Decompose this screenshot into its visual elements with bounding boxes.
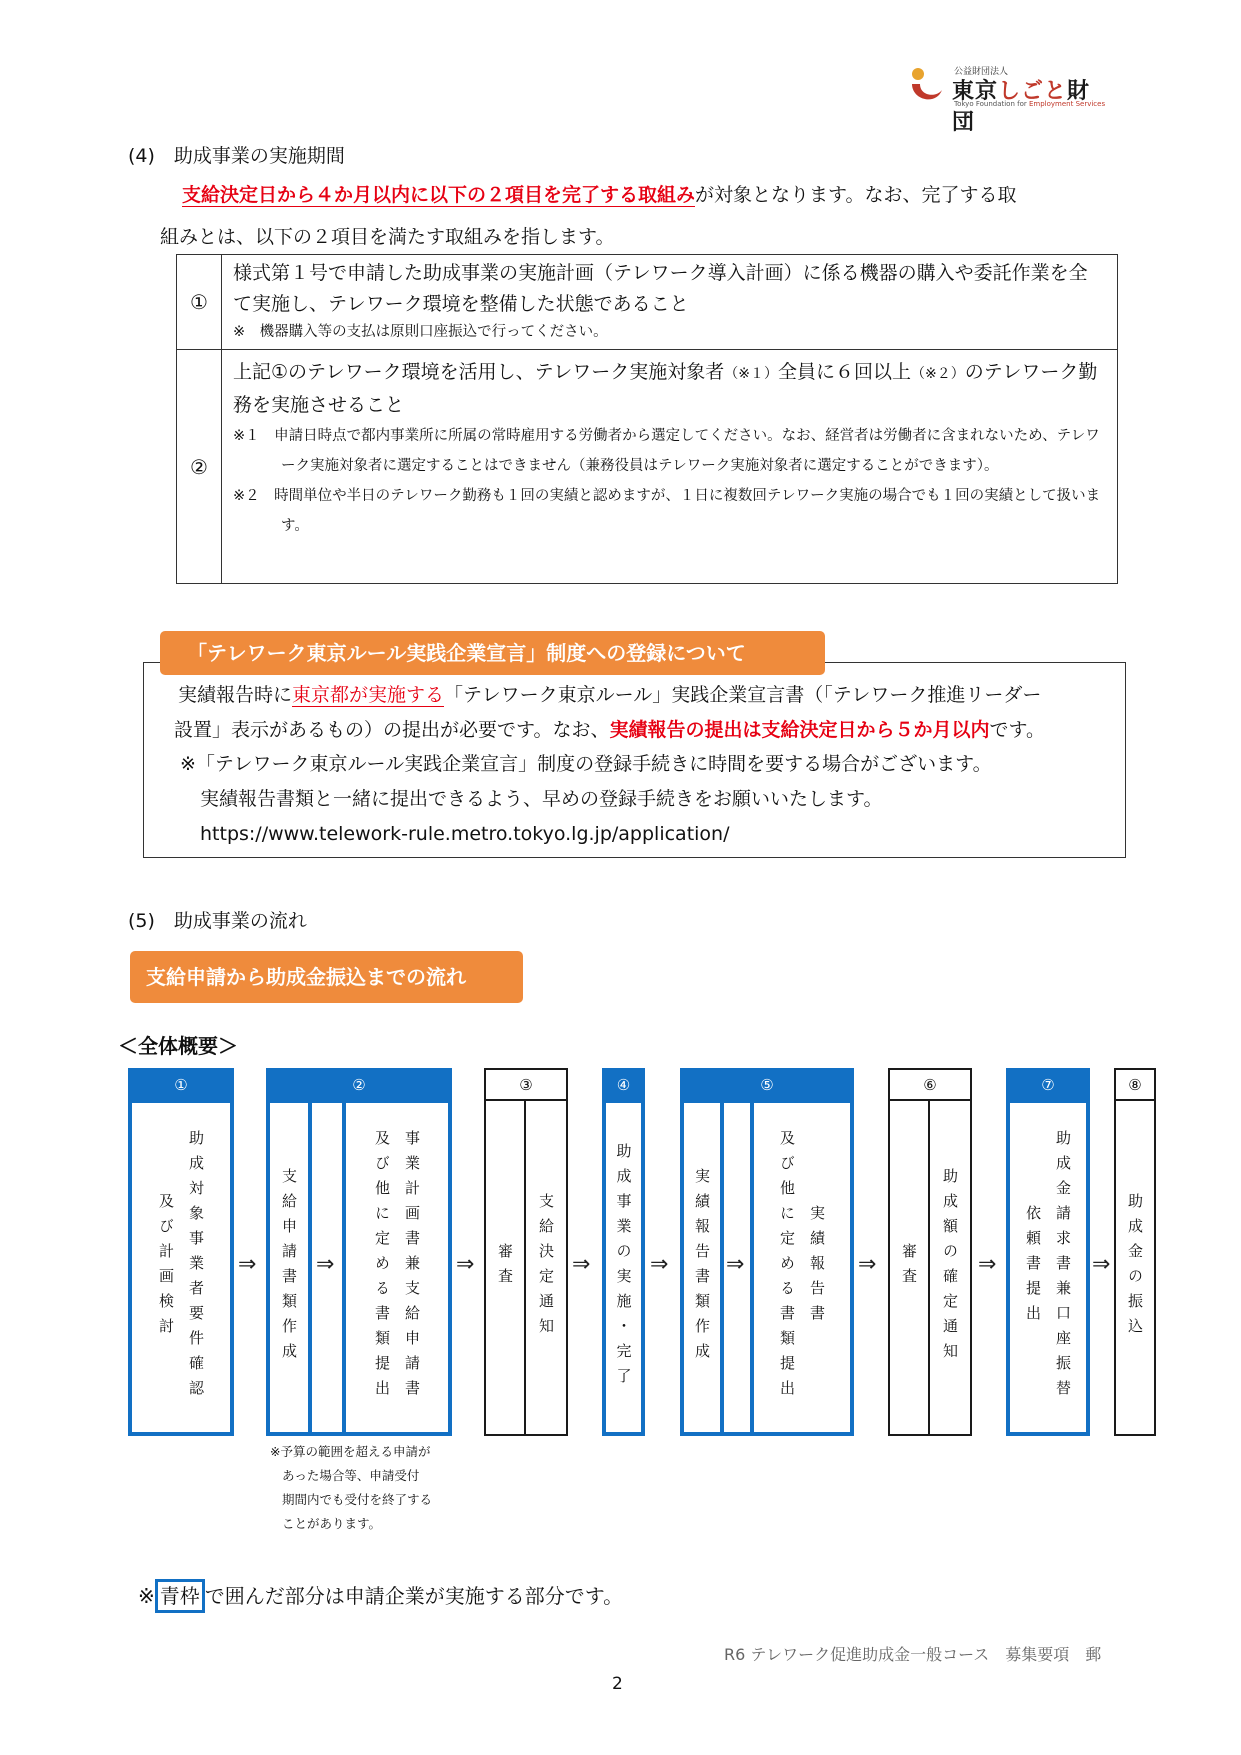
logo-english: Tokyo Foundation for Employment Services	[954, 100, 1106, 108]
flow-step-2	[266, 1068, 452, 1436]
rule-notice-tab: 「テレワーク東京ルール実践企業宣言」制度への登録について	[160, 631, 825, 675]
step-text: 及び他に定める書類提出	[373, 1130, 391, 1405]
flow-step-5	[680, 1068, 854, 1436]
flow-step-6	[888, 1068, 972, 1436]
flow-arrow-icon: ⇒	[978, 1252, 997, 1277]
step-text: 審査	[900, 1242, 918, 1293]
flow-arrow-icon: ⇒	[238, 1252, 257, 1277]
notice-line-3: ※「テレワーク東京ルール実践企業宣言」制度の登録手続きに時間を要する場合がございます。	[180, 753, 992, 775]
step-number: ④	[602, 1068, 645, 1103]
section-4-title: (4) 助成事業の実施期間	[128, 145, 345, 167]
notice-line-1: 実績報告時に東京都が実施する「テレワーク東京ルール」実践企業宣言書（「テレワーク推進リーダー	[178, 684, 1042, 706]
step-text: 助成事業の実施・完了	[614, 1142, 633, 1393]
blue-frame-legend: ※ 青枠 で囲んだ部分は申請企業が実施する部分です。	[138, 1580, 623, 1609]
step-text: 助成対象事業者要件確認	[187, 1130, 205, 1405]
step-number: ⑧	[1116, 1070, 1154, 1101]
notice-url-link[interactable]: https://www.telework-rule.metro.tokyo.lg.jp/application/	[200, 823, 730, 845]
step-body	[1010, 1103, 1086, 1432]
section-5-title: (5) 助成事業の流れ	[128, 910, 307, 932]
requirement-note: ※ 機器購入等の支払は原則口座振込で行ってください。	[233, 324, 608, 340]
foundation-logo	[906, 64, 1106, 135]
step-text: 及び他に定める書類提出	[778, 1130, 796, 1405]
flow-arrow-icon: ⇒	[726, 1252, 745, 1277]
step-text: 助成金請求書兼口座振替	[1054, 1130, 1072, 1405]
step-text: 依頼書提出	[1024, 1205, 1042, 1330]
logo-mark-icon	[906, 64, 946, 108]
footnote-2: ※２ 時間単位や半日のテレワーク勤務も１回の実績と認めますが、１日に複数回テレワーク実施の場合でも１回の実績として扱います。	[233, 488, 1101, 534]
step-body-a	[486, 1101, 526, 1434]
flow-arrow-icon: ⇒	[572, 1252, 591, 1277]
step-body-b	[346, 1103, 448, 1432]
step-number: ③	[486, 1070, 566, 1101]
step-body	[606, 1103, 641, 1432]
step-text: 実績報告書	[808, 1205, 826, 1330]
requirements-table	[176, 254, 1118, 584]
row-number: ②	[177, 350, 222, 584]
table-row	[177, 350, 1118, 584]
flow-step-3	[484, 1068, 568, 1436]
row-content	[222, 255, 1118, 350]
table-row	[177, 255, 1118, 350]
footer-doc-title: R6 テレワーク促進助成金一般コース 募集要項 郵	[724, 1645, 1102, 1664]
overview-heading: ＜全体概要＞	[118, 1034, 238, 1058]
logo-small-text: 公益財団法人	[954, 67, 1009, 77]
footnote-1: ※１ 申請日時点で都内事業所に所属の常時雇用する労働者から選定してください。なお、経営者は労働者に含まれないため、テレワーク実施対象者に選定することはできません（兼務役員はテレワーク実施対象者に選定することができます）。	[233, 428, 1100, 474]
flow-step-1	[128, 1068, 234, 1436]
section-4-para-line1: 支給決定日から４か月以内に以下の２項目を完了する取組みが対象となります。なお、完了する取	[182, 184, 1017, 206]
row-number: ①	[177, 255, 222, 350]
budget-note: ※予算の範囲を超える申請が あった場合等、申請受付 期間内でも受付を終了する ことがあります。	[270, 1444, 433, 1531]
step-text: 事業計画書兼支給申請書	[403, 1130, 421, 1405]
step-text: 助成金の振込	[1126, 1192, 1144, 1343]
flow-arrow-icon: ⇒	[456, 1252, 475, 1277]
step-text: 支給決定通知	[537, 1192, 555, 1343]
flow-step-4	[602, 1068, 645, 1436]
requirement-text: 様式第１号で申請した助成事業の実施計画（テレワーク導入計画）に係る機器の購入や委託作業を全て実施し、テレワーク環境を整備した状態であること	[233, 262, 1088, 315]
step-text: 及び計画検討	[157, 1192, 175, 1343]
step-body	[1116, 1101, 1154, 1434]
period-highlight: 支給決定日から４か月以内に以下の２項目を完了する取組み	[182, 184, 696, 206]
requirement-text: 上記①のテレワーク環境を活用し、テレワーク実施対象者（※１）全員に６回以上（※２）のテレワーク勤務を実施させること	[233, 361, 1098, 416]
flow-arrow-icon: ⇒	[650, 1252, 669, 1277]
flow-arrow-icon: ⇒	[1092, 1252, 1111, 1277]
step-text: 助成額の確定通知	[941, 1167, 959, 1368]
step-number: ⑤	[680, 1068, 854, 1103]
blue-frame-sample: 青枠	[155, 1579, 205, 1613]
step-body-a	[270, 1103, 312, 1432]
section-4-para-line2: 組みとは、以下の２項目を満たす取組みを指します。	[160, 226, 615, 248]
row-content	[222, 350, 1118, 584]
flow-arrow-icon: ⇒	[316, 1252, 335, 1277]
step-text: 実績報告書類作成	[693, 1167, 711, 1368]
notice-line-4: 実績報告書類と一緒に提出できるよう、早めの登録手続きをお願いいたします。	[200, 788, 883, 810]
step-number: ②	[266, 1068, 452, 1103]
step-body-a	[890, 1101, 930, 1434]
step-body-b	[930, 1101, 970, 1434]
step-number: ⑦	[1006, 1068, 1090, 1103]
flow-tab: 支給申請から助成金振込までの流れ	[130, 951, 523, 1003]
flow-step-8	[1114, 1068, 1156, 1436]
notice-line-2: 設置」表示があるもの）の提出が必要です。なお、実績報告の提出は支給決定日から５か月以内です。	[174, 719, 1045, 741]
step-number: ⑥	[890, 1070, 970, 1101]
step-body-a	[684, 1103, 724, 1432]
flow-step-7	[1006, 1068, 1090, 1436]
step-text: 支給申請書類作成	[280, 1167, 298, 1368]
step-text: 審査	[496, 1242, 514, 1293]
logo-title: 東京しごと財団	[952, 79, 1091, 135]
step-number: ①	[128, 1068, 234, 1103]
flow-arrow-icon: ⇒	[858, 1252, 877, 1277]
step-body-b	[526, 1101, 566, 1434]
step-body	[132, 1103, 230, 1432]
step-body-b	[754, 1103, 850, 1432]
page-number: 2	[612, 1674, 623, 1694]
